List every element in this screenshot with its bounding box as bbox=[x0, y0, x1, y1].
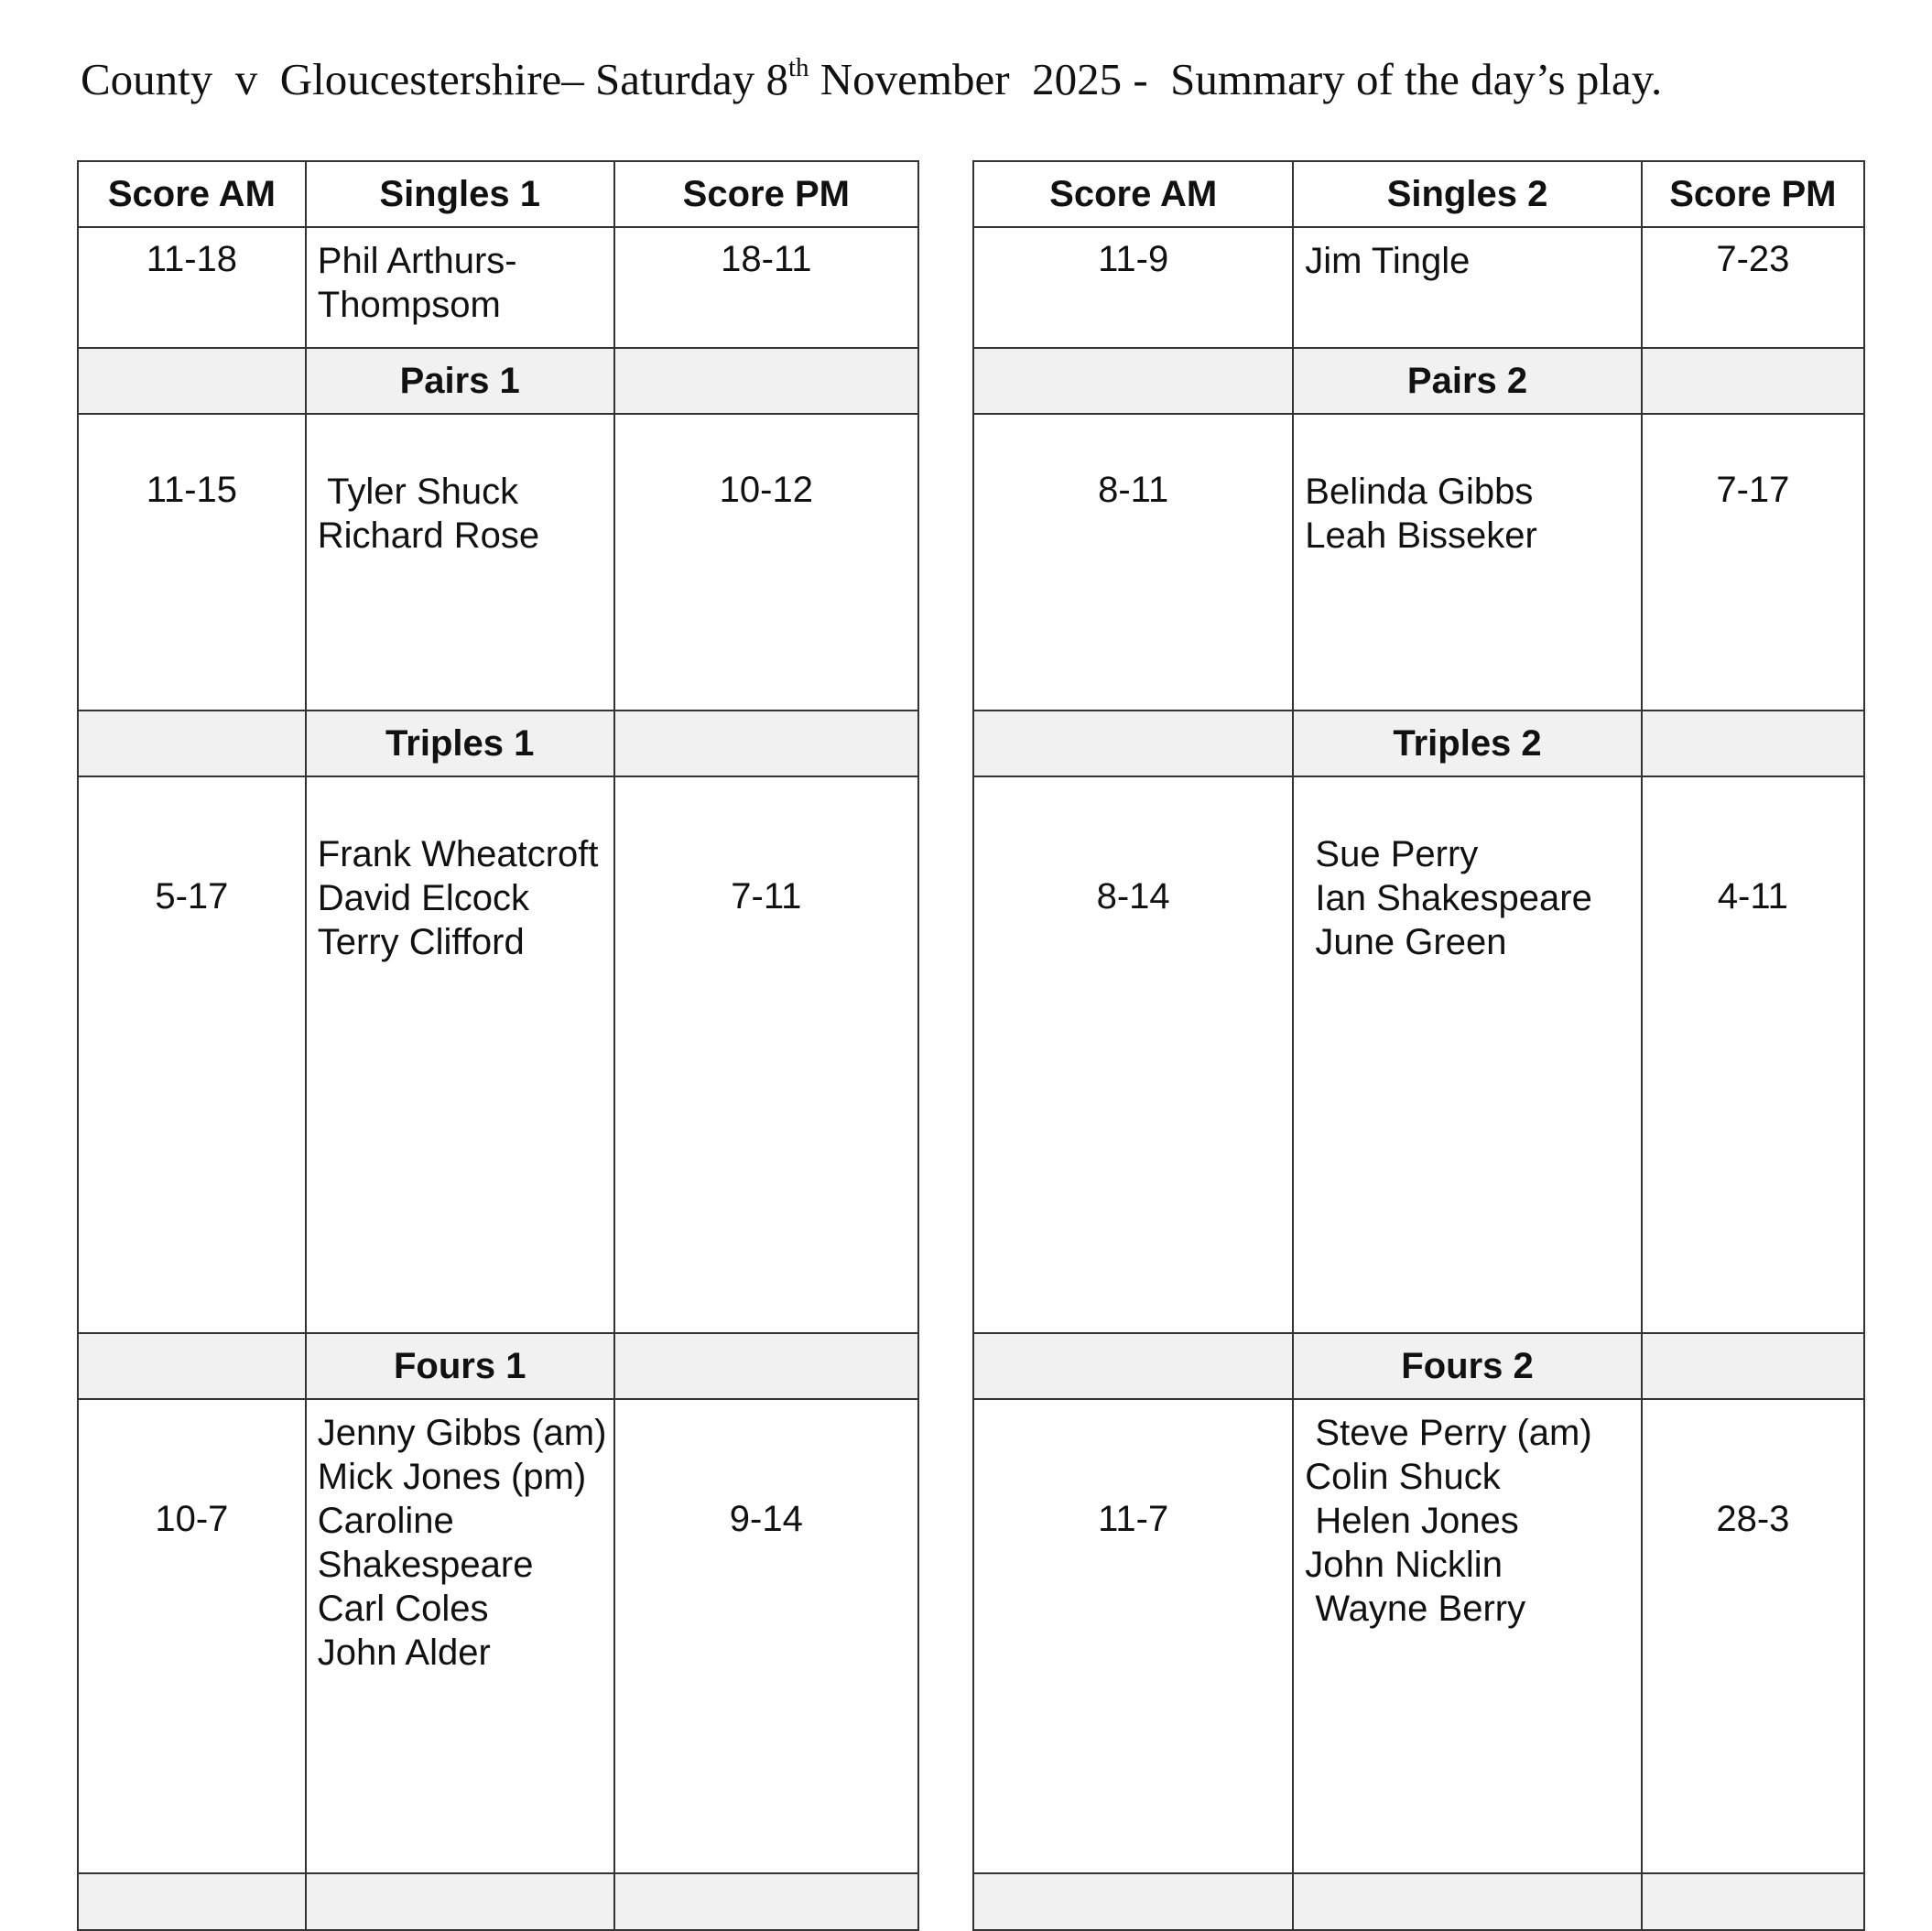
title-text-start: County v Gloucestershire– Saturday 8 bbox=[81, 54, 788, 104]
triples-score-pm: 7-11 bbox=[614, 776, 918, 1333]
triples-score-am: 8-14 bbox=[973, 776, 1293, 1333]
pairs-band bbox=[973, 348, 1864, 414]
pairs-score-am: 8-11 bbox=[973, 414, 1293, 711]
title-superscript: th bbox=[787, 53, 809, 82]
pairs-players bbox=[306, 414, 614, 711]
player-name: Tyler Shuck bbox=[317, 472, 519, 512]
player-name: Thompsom bbox=[317, 285, 501, 325]
player-name: Mick Jones (pm) bbox=[317, 1457, 587, 1497]
player-list bbox=[1305, 470, 1640, 558]
fours-row bbox=[973, 1399, 1864, 1873]
singles-score-pm: 7-23 bbox=[1642, 227, 1864, 348]
empty-band bbox=[973, 1873, 1864, 1930]
header-score-am: Score AM bbox=[973, 161, 1293, 227]
player-name: Ian Shakespeare bbox=[1305, 878, 1592, 918]
player-name: Steve Perry (am) bbox=[1305, 1413, 1592, 1453]
player-name: Jenny Gibbs (am) bbox=[317, 1413, 607, 1453]
player-name: Jim Tingle bbox=[1305, 241, 1471, 281]
singles-row bbox=[973, 227, 1864, 348]
player-name: Frank Wheatcroft bbox=[317, 834, 599, 874]
player-list bbox=[318, 1411, 613, 1675]
fours-score-pm: 28-3 bbox=[1642, 1399, 1864, 1873]
header-row bbox=[973, 161, 1864, 227]
player-list bbox=[1305, 832, 1640, 964]
player-name: Richard Rose bbox=[317, 515, 540, 556]
player-name: John Alder bbox=[317, 1633, 491, 1673]
triples-score-pm: 4-11 bbox=[1642, 776, 1864, 1333]
player-name: June Green bbox=[1305, 922, 1507, 962]
player-name: Helen Jones bbox=[1305, 1501, 1519, 1541]
header-score-pm: Score PM bbox=[1642, 161, 1864, 227]
player-name: Shakespeare bbox=[317, 1545, 534, 1585]
fours-label: Fours 2 bbox=[1293, 1333, 1641, 1399]
singles-score-am: 11-18 bbox=[78, 227, 306, 348]
triples-players bbox=[306, 776, 614, 1333]
triples-players bbox=[1293, 776, 1641, 1333]
player-name: Carl Coles bbox=[317, 1589, 489, 1629]
pairs-players bbox=[1293, 414, 1641, 711]
header-score-am: Score AM bbox=[78, 161, 306, 227]
singles-row bbox=[78, 227, 918, 348]
pairs-score-am: 11-15 bbox=[78, 414, 306, 711]
results-table-left bbox=[77, 160, 919, 1931]
triples-label: Triples 2 bbox=[1293, 711, 1641, 776]
singles-players bbox=[306, 227, 614, 348]
header-row bbox=[78, 161, 918, 227]
empty-band bbox=[78, 1873, 918, 1930]
triples-band bbox=[973, 711, 1864, 776]
header-singles: Singles 2 bbox=[1293, 161, 1641, 227]
player-name: Leah Bisseker bbox=[1305, 515, 1537, 556]
fours-score-pm: 9-14 bbox=[614, 1399, 918, 1873]
fours-band bbox=[973, 1333, 1864, 1399]
player-name: Caroline bbox=[317, 1501, 454, 1541]
player-name: Sue Perry bbox=[1305, 834, 1479, 874]
pairs-label: Pairs 1 bbox=[306, 348, 614, 414]
player-name: John Nicklin bbox=[1305, 1545, 1503, 1585]
fours-score-am: 11-7 bbox=[973, 1399, 1293, 1873]
pairs-label: Pairs 2 bbox=[1293, 348, 1641, 414]
triples-score-am: 5-17 bbox=[78, 776, 306, 1333]
player-list bbox=[318, 239, 613, 327]
fours-score-am: 10-7 bbox=[78, 1399, 306, 1873]
player-list bbox=[318, 832, 613, 964]
document-title bbox=[81, 53, 1662, 105]
header-singles: Singles 1 bbox=[306, 161, 614, 227]
pairs-score-pm: 10-12 bbox=[614, 414, 918, 711]
fours-label: Fours 1 bbox=[306, 1333, 614, 1399]
pairs-score-pm: 7-17 bbox=[1642, 414, 1864, 711]
fours-players bbox=[306, 1399, 614, 1873]
fours-players bbox=[1293, 1399, 1641, 1873]
triples-label: Triples 1 bbox=[306, 711, 614, 776]
triples-row bbox=[78, 776, 918, 1333]
player-list bbox=[318, 470, 613, 558]
singles-players bbox=[1293, 227, 1641, 348]
player-name: Wayne Berry bbox=[1305, 1589, 1526, 1629]
player-name: Belinda Gibbs bbox=[1305, 472, 1534, 512]
pairs-row bbox=[78, 414, 918, 711]
singles-score-pm: 18-11 bbox=[614, 227, 918, 348]
triples-band bbox=[78, 711, 918, 776]
player-name: Terry Clifford bbox=[317, 922, 525, 962]
fours-row bbox=[78, 1399, 918, 1873]
player-list bbox=[1305, 1411, 1640, 1631]
header-score-pm: Score PM bbox=[614, 161, 918, 227]
pairs-row bbox=[973, 414, 1864, 711]
player-name: David Elcock bbox=[317, 878, 529, 918]
pairs-band bbox=[78, 348, 918, 414]
fours-band bbox=[78, 1333, 918, 1399]
results-table-right bbox=[972, 160, 1865, 1931]
triples-row bbox=[973, 776, 1864, 1333]
player-name: Phil Arthurs- bbox=[317, 241, 517, 281]
singles-score-am: 11-9 bbox=[973, 227, 1293, 348]
player-name: Colin Shuck bbox=[1305, 1457, 1501, 1497]
title-text-end: November 2025 - Summary of the day’s play. bbox=[809, 54, 1663, 104]
player-list bbox=[1305, 239, 1640, 283]
